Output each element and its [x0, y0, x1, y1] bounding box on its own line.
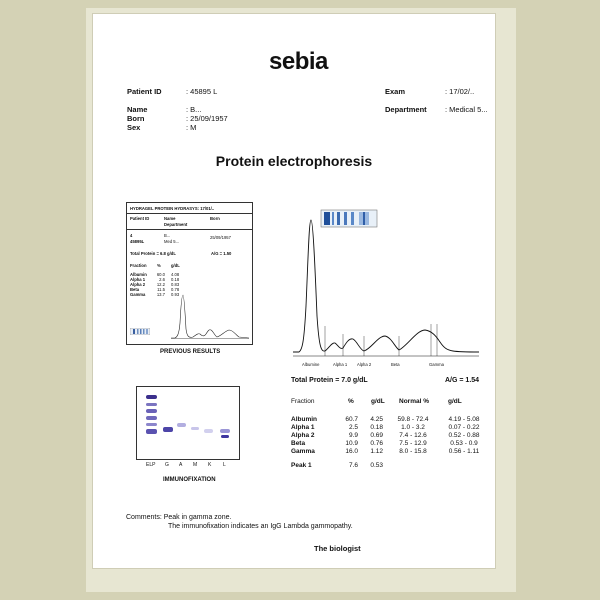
fraction-name: Albumin [291, 416, 317, 423]
signature: The biologist [314, 544, 361, 553]
peak-name: Peak 1 [291, 462, 312, 469]
previous-results-box [126, 202, 253, 345]
ag-ratio: A/G = 1.54 [445, 377, 480, 384]
prev-col-department: Department [164, 222, 188, 227]
fraction-gdl: 1.12 [370, 448, 383, 455]
curve-label-gamma: Gamma [429, 362, 444, 367]
immunofixation-gel [136, 386, 240, 460]
prev-pct-list [155, 272, 165, 297]
normal-pct: 7.4 - 12.6 [399, 432, 427, 439]
prev-row-id2: 45895L [130, 239, 145, 244]
comments-line1: Comments: Peak in gamma zone. [126, 514, 232, 521]
normal-pct-header: Normal % [399, 398, 429, 405]
prev-row-dept: Med 5... [164, 239, 180, 244]
peak-gdl: 0.53 [370, 462, 383, 469]
normal-gdl: 0.56 - 1.11 [448, 448, 480, 455]
prev-electrophoresis-curve [171, 293, 249, 341]
fraction-gdls [363, 416, 383, 456]
prev-row-pct: 12.2 [156, 282, 165, 287]
lane-label: M [193, 462, 198, 468]
prev-row-name: Alpha 2 [130, 282, 146, 287]
electrophoresis-curve [289, 206, 481, 372]
normal-gdl: 0.52 - 0.88 [448, 432, 480, 439]
normal-gdl: 0.53 - 0.9 [450, 440, 478, 447]
prev-gel-strip [130, 328, 150, 335]
curve-label-alpha2: Alpha 2 [357, 362, 372, 367]
fraction-pct: 2.5 [348, 424, 358, 431]
lane-label: L [223, 462, 226, 468]
immunofixation-caption: IMMUNOFIXATION [163, 477, 216, 483]
patient-id-label: Patient ID [127, 87, 162, 96]
lane-label: K [208, 462, 212, 468]
report-sheet [93, 14, 495, 568]
born-label: Born [127, 114, 145, 123]
name-label: Name [127, 105, 148, 114]
page-title: Protein electrophoresis [215, 153, 373, 169]
prev-fraction-list [130, 272, 156, 297]
prev-total: Total Protein = 6.8 g/dL [130, 251, 176, 256]
prev-row-name: Beta [130, 287, 140, 292]
born-value: : 25/09/1957 [186, 114, 228, 123]
fraction-gdl: 0.69 [370, 432, 383, 439]
exam-value: : 17/02/.. [445, 87, 475, 96]
previous-head: HYDRAGEL PROTEIN HYDRASYS: 17/01/.. [130, 206, 215, 211]
prev-row-name: B... [164, 233, 171, 238]
fraction-name: Gamma [291, 448, 315, 455]
prev-row-name: Alpha 1 [130, 277, 146, 282]
peak-pct: 7.6 [348, 462, 358, 469]
fraction-pct: 16.0 [345, 448, 358, 455]
prev-fraction-head: Fraction [130, 263, 147, 268]
prev-row-name: Albumin [130, 272, 147, 277]
exam-label: Exam [385, 87, 406, 96]
lane-label: ELP [146, 462, 156, 468]
lane-label: G [165, 462, 169, 468]
sebia-logo: sebia [269, 48, 328, 75]
name-value: : B... [186, 105, 202, 114]
fraction-pct: 9.9 [348, 432, 358, 439]
fraction-pcts [340, 416, 358, 456]
prev-col-patient-id: Patient ID [130, 216, 150, 221]
normal-pct: 1.0 - 3.2 [401, 424, 425, 431]
normal-pcts [393, 416, 433, 456]
fraction-pct: 60.7 [345, 416, 358, 423]
normal-gdls [441, 416, 487, 456]
prev-row-gdl: 0.93 [171, 292, 180, 297]
prev-row-gdl: 0.18 [171, 277, 180, 282]
previous-results-caption: PREVIOUS RESULTS [160, 349, 221, 355]
prev-row-gdl: 0.83 [171, 282, 180, 287]
prev-row-id1: 4 [130, 233, 133, 238]
normal-gdl: 0.07 - 0.22 [448, 424, 480, 431]
sex-value: : M [186, 123, 197, 132]
prev-ag: A/G = 1.50 [211, 251, 232, 256]
curve-label-beta: Beta [391, 362, 400, 367]
normal-gdl: 4.19 - 5.08 [448, 416, 480, 423]
prev-row-name: Gamma [130, 292, 146, 297]
prev-col-born: Born [210, 216, 220, 221]
fraction-names [291, 416, 317, 456]
curve-label-alpha1: Alpha 1 [333, 362, 348, 367]
prev-gdl-head: g/dL [171, 263, 180, 268]
department-value: : Medical 5... [445, 105, 488, 114]
pct-header: % [348, 398, 354, 405]
curve-label-albumine: Albumine [302, 362, 320, 367]
department-label: Department [385, 105, 427, 114]
patient-id-value: : 45895 L [186, 87, 218, 96]
normal-pct: 8.0 - 15.8 [399, 448, 427, 455]
fraction-gdl: 0.76 [370, 440, 383, 447]
fraction-gdl: 4.25 [370, 416, 383, 423]
prev-row-gdl: 4.08 [171, 272, 180, 277]
fraction-name: Alpha 2 [291, 432, 315, 439]
prev-row-pct: 11.5 [157, 287, 165, 292]
normal-gdl-header: g/dL [448, 398, 462, 405]
fraction-header: Fraction [291, 398, 315, 405]
normal-pct: 59.8 - 72.4 [397, 416, 429, 423]
prev-col-name: Name [164, 216, 176, 221]
prev-row-pct: 13.7 [156, 292, 165, 297]
prev-row-pct: 2.6 [159, 277, 165, 282]
fraction-gdl: 0.18 [370, 424, 383, 431]
fraction-pct: 10.9 [345, 440, 358, 447]
normal-pct: 7.5 - 12.9 [399, 440, 427, 447]
lane-label: A [179, 462, 183, 468]
gdl-header: g/dL [371, 398, 385, 405]
sex-label: Sex [127, 123, 141, 132]
prev-row-born: 25/09/1957 [210, 235, 231, 240]
fraction-name: Alpha 1 [291, 424, 315, 431]
comments-line2: The immunofixation indicates an IgG Lambda gammopathy. [168, 523, 353, 530]
fraction-name: Beta [291, 440, 306, 447]
prev-pct-head: % [157, 263, 161, 268]
total-protein: Total Protein = 7.0 g/dL [291, 377, 368, 384]
prev-row-pct: 60.0 [156, 272, 165, 277]
prev-row-gdl: 0.78 [171, 287, 180, 292]
